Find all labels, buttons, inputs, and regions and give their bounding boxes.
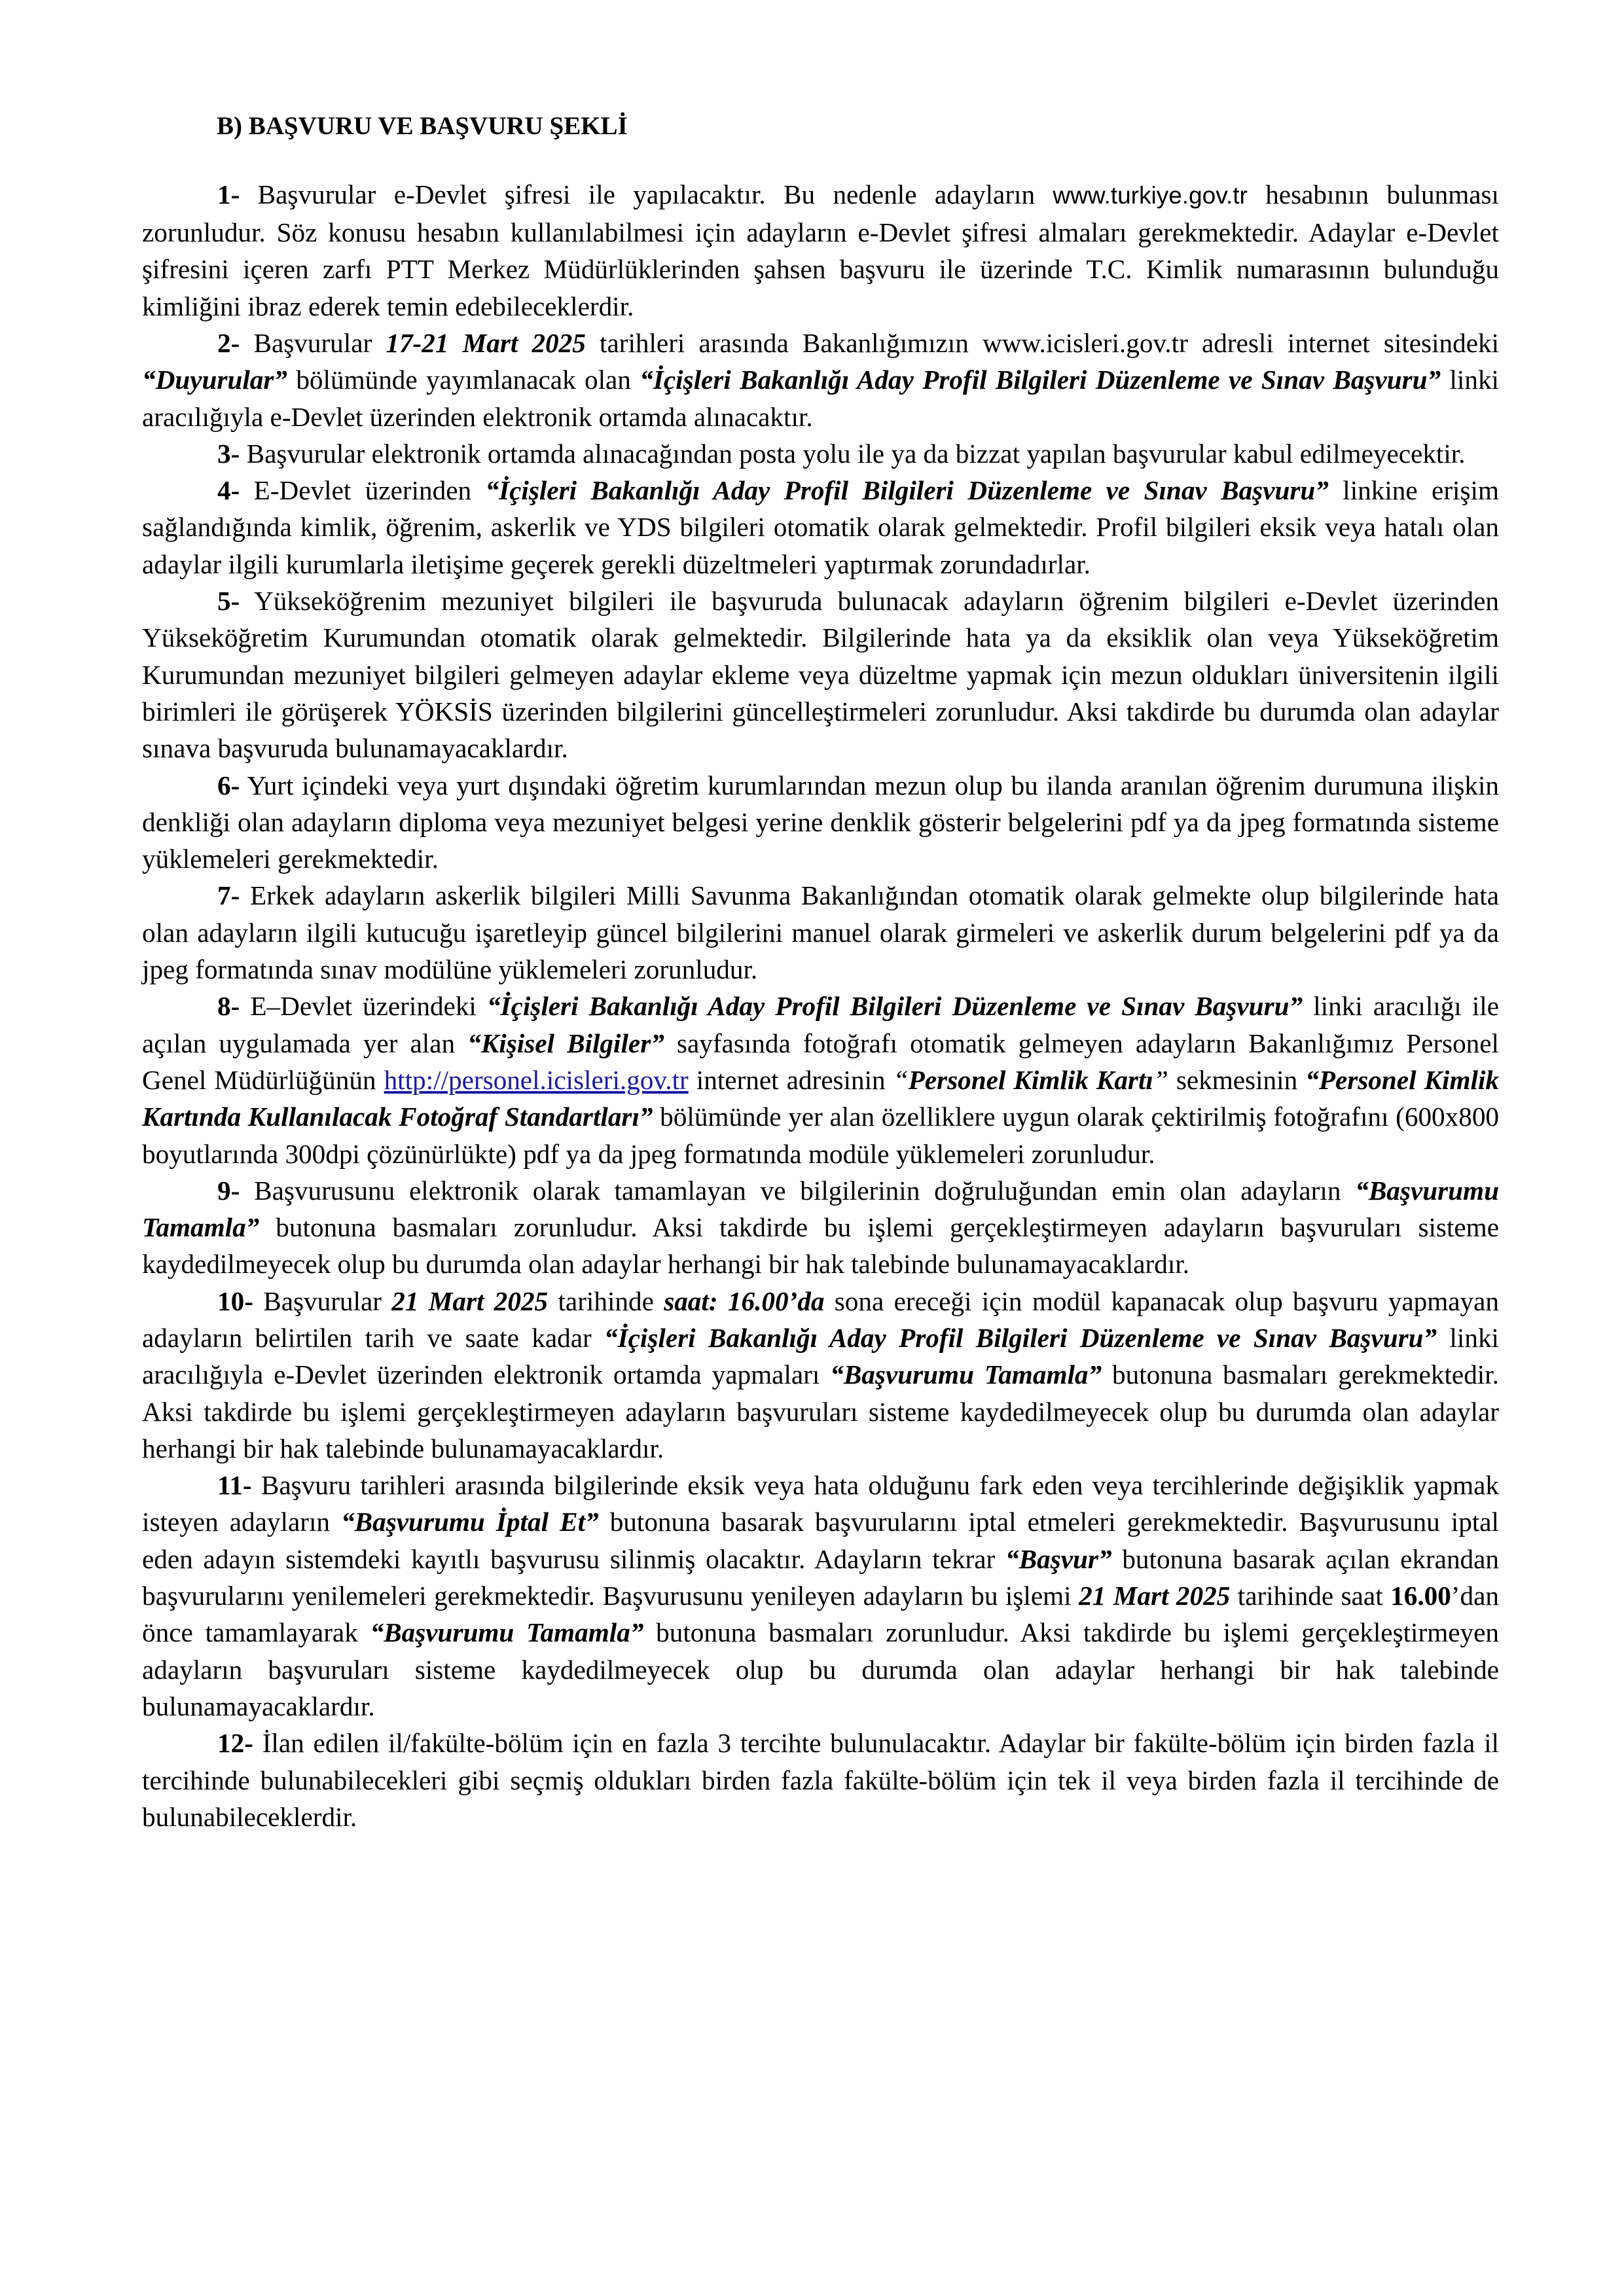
- paragraph-text-segment: tarihinde saat: [1230, 1581, 1391, 1611]
- paragraph-text-segment: sayfasında fotoğrafı otomatik gelmeyen adayların Bakanlığımız Personel Genel Müdürlüğünün: [142, 1028, 1500, 1095]
- numbered-paragraph: [142, 1283, 1499, 1467]
- paragraph-text-segment: tarihleri arasında Bakanlığımızın www.icisleri.gov.tr adresli internet sitesindeki: [585, 327, 1500, 358]
- numbered-paragraph: [142, 877, 1499, 988]
- paragraph-number: 5-: [217, 586, 240, 617]
- paragraph-text-segment: Başvurular elektronik ortamda alınacağından posta yolu ile ya da bizzat yapılan başvurular kabul edilmeyecektir.: [240, 438, 1466, 469]
- paragraph-text-segment: “İçişleri Bakanlığı Aday Profil Bilgileri Düzenleme ve Sınav Başvuru”: [640, 365, 1441, 395]
- paragraph-text-segment: linkine erişim sağlandığında kimlik, öğrenim, askerlik ve YDS bilgileri otomatik olarak gelmektedir. Profil bilgileri eksik veya hatalı olan adaylar ilgili kurumlarla iletişime geçerek gerekli düzeltmeleri yaptırmak zorundadırlar.: [142, 475, 1499, 579]
- paragraph-number: 9-: [217, 1175, 240, 1206]
- paragraph-text-segment: bölümünde yayımlanacak olan: [287, 365, 640, 395]
- paragraph-text-segment: ’dan önce tamamlayarak: [142, 1581, 1499, 1648]
- paragraph-text-segment: “İçişleri Bakanlığı Aday Profil Bilgileri Düzenleme ve Sınav Başvuru”: [604, 1323, 1437, 1353]
- paragraph-number: 4-: [217, 475, 240, 506]
- paragraph-number: 7-: [217, 880, 240, 911]
- paragraph-text-segment: sekmesinin: [1168, 1064, 1306, 1095]
- paragraph-number: 8-: [217, 991, 240, 1022]
- numbered-paragraph: [142, 767, 1499, 878]
- numbered-paragraph: [142, 1467, 1499, 1725]
- paragraph-text-segment: 17-21 Mart 2025: [386, 327, 586, 358]
- paragraph-text-segment: butonuna basmaları zorunludur. Aksi takdirde bu işlemi gerçekleştirmeyen adayların başvuruları sisteme kaydedilmeyecek olup bu durumda olan adaylar herhangi bir hak talebinde bulunamayacaklardır.: [142, 1617, 1499, 1721]
- paragraph-text-segment: linki aracılığıyla e-Devlet üzerinden elektronik ortamda alınacaktır.: [142, 365, 1499, 432]
- paragraph-text-segment: butonuna basarak başvurularını iptal etmeleri gerekmektedir. Başvurusunu iptal eden adayın sistemdeki kayıtlı başvurusu silinmiş olacaktır. Adayların tekrar: [142, 1507, 1499, 1574]
- paragraph-text-segment: “Personel Kimlik Kartında Kullanılacak Fotoğraf Standartları”: [142, 1064, 1500, 1132]
- paragraph-text-segment: Yurt içindeki veya yurt dışındaki öğretim kurumlarından mezun olup bu ilanda aranılan öğrenim durumuna ilişkin denkliği olan adayların diploma veya mezuniyet belgesi yerine denklik gösterir belgelerini pdf ya da jpeg formatında sisteme yüklemeleri gerekmektedir.: [142, 770, 1499, 874]
- paragraph-text-segment: Personel Kimlik Kartı: [908, 1064, 1153, 1095]
- paragraph-text-segment: Erkek adayların askerlik bilgileri Milli Savunma Bakanlığından otomatik olarak gelmekte olup bilgilerinde hata olan adayların ilgili kutucuğu işaretleyip güncel bilgilerini manuel olarak girmeleri ve askerlik durum belgelerini pdf ya da jpeg formatında sınav modülüne yüklemeleri zorunludur.: [142, 880, 1499, 985]
- paragraph-text-segment: E–Devlet üzerindeki: [240, 991, 487, 1022]
- paragraph-text-segment: “İçişleri Bakanlığı Aday Profil Bilgileri Düzenleme ve Sınav Başvuru”: [485, 475, 1329, 506]
- paragraph-text-segment: “İçişleri Bakanlığı Aday Profil Bilgileri Düzenleme ve Sınav Başvuru”: [486, 991, 1303, 1022]
- paragraph-text-segment: “Başvurumu Tamamla”: [142, 1175, 1499, 1243]
- paragraph-text-segment: butonuna basmaları gerekmektedir. Aksi takdirde bu işlemi gerçekleştirmeyen adayların başvuruları sisteme kaydedilmeyecek olup bu durumda olan adaylar herhangi bir hak talebinde bulunamayacaklardır.: [142, 1359, 1499, 1463]
- paragraph-number: 11-: [217, 1470, 252, 1501]
- paragraph-text-segment: internet adresinin: [688, 1064, 893, 1095]
- paragraph-number: 6-: [217, 770, 240, 800]
- paragraph-text-segment: butonuna basmaları zorunludur. Aksi takdirde bu işlemi gerçekleştirmeyen adayların başvuruları sisteme kaydedilmeyecek olup bu durumda olan adaylar herhangi bir hak talebinde bulunamayacaklardır.: [142, 1212, 1499, 1280]
- paragraph-text-segment: “: [893, 1064, 909, 1095]
- section-heading: B) BAŞVURU VE BAŞVURU ŞEKLİ: [217, 112, 628, 140]
- paragraph-text-segment: Başvuru tarihleri arasında bilgilerinde eksik veya hata olduğunu fark eden veya tercihlerinde değişiklik yapmak isteyen adayların: [142, 1470, 1499, 1537]
- paragraph-text-segment: Başvurular e-Devlet şifresi ile yapılacaktır. Bu nedenle adayların: [240, 179, 1053, 209]
- paragraph-text-segment: butonuna basarak açılan ekrandan başvurularını yenilemeleri gerekmektedir. Başvurusunu yenileyen adayların bu işlemi: [142, 1543, 1499, 1611]
- paragraph-number: 1-: [217, 179, 240, 209]
- numbered-paragraph: [142, 176, 1499, 325]
- personnel-website-link[interactable]: http://personel.icisleri.gov.tr: [384, 1064, 689, 1095]
- paragraph-text-segment: “Kişisel Bilgiler”: [467, 1028, 664, 1058]
- paragraph-text-segment: “Duyurular”: [142, 365, 288, 395]
- paragraph-number: 2-: [217, 327, 240, 358]
- paragraph-text-segment: bölümünde yer alan özelliklere uygun olarak çektirilmiş fotoğrafını (600x800 boyutlarında 300dpi çözünürlükte) pdf ya da jpeg formatında modüle yüklemeleri zorunludur.: [142, 1102, 1500, 1169]
- paragraph-text-segment: www.turkiye.gov.tr: [1053, 181, 1248, 209]
- paragraph-text-segment: “Başvurumu İptal Et”: [341, 1507, 599, 1537]
- paragraph-text-segment: ”: [1153, 1064, 1168, 1095]
- paragraph-number: 10-: [217, 1285, 253, 1316]
- paragraph-text-segment: Başvurular: [240, 327, 386, 358]
- paragraph-text-segment: “Başvur”: [1005, 1543, 1112, 1574]
- paragraph-text-segment: E-Devlet üzerinden: [240, 475, 486, 506]
- paragraph-text-segment: linki aracılığıyla e-Devlet üzerinden elektronik ortamda yapmaları: [142, 1323, 1499, 1390]
- paragraph-text-segment: linki aracılığı ile açılan uygulamada yer alan: [142, 991, 1500, 1058]
- paragraph-text-segment: 21 Mart 2025: [1079, 1581, 1231, 1611]
- numbered-paragraph: [142, 325, 1499, 435]
- numbered-paragraph: [142, 583, 1499, 766]
- numbered-paragraph: [142, 435, 1499, 472]
- paragraph-text-segment: hesabının bulunması zorunludur. Söz konusu hesabın kullanılabilmesi için adayların e-Devlet şifresi almaları gerekmektedir. Adaylar e-Devlet şifresini içeren zarfı PTT Merkez Müdürlüklerinden şahsen başvuru ile üzerinde T.C. Kimlik numarasının bulunduğu kimliğini ibraz ederek temin edebileceklerdir.: [142, 179, 1499, 321]
- numbered-paragraph-list: [142, 176, 1499, 1835]
- paragraph-number: 12-: [217, 1728, 253, 1759]
- paragraph-text-segment: 16.00: [1390, 1581, 1451, 1611]
- numbered-paragraph: [142, 1172, 1499, 1283]
- paragraph-text-segment: Yükseköğrenim mezuniyet bilgileri ile başvuruda bulunacak adayların öğrenim bilgileri e-Devlet üzerinden Yükseköğretim Kurumundan otomatik olarak gelmektedir. Bilgilerinde hata ya da eksiklik olan veya Yükseköğretim Kurumundan mezuniyet bilgileri gelmeyen adaylar ekleme veya düzeltme yapmak için mezun oldukları üniversitenin ilgili birimleri ile görüşerek YÖKSİS üzerinden bilgilerini güncelleştirmeleri zorunludur. Aksi takdirde bu durumda olan adaylar sınava başvuruda bulunamayacaklardır.: [142, 586, 1499, 764]
- paragraph-text-segment: sona ereceği için modül kapanacak olup başvuru yapmayan adayların belirtilen tarih ve saate kadar: [142, 1285, 1500, 1353]
- paragraph-text-segment: tarihinde: [548, 1285, 664, 1316]
- numbered-paragraph: [142, 988, 1499, 1172]
- paragraph-text-segment: Başvurusunu elektronik olarak tamamlayan ve bilgilerinin doğruluğundan emin olan adayların: [240, 1175, 1356, 1206]
- paragraph-text-segment: saat: 16.00’da: [664, 1285, 825, 1316]
- numbered-paragraph: [142, 1725, 1499, 1835]
- paragraph-number: 3-: [217, 438, 240, 469]
- numbered-paragraph: [142, 472, 1499, 583]
- paragraph-text-segment: “Başvurumu Tamamla”: [370, 1617, 644, 1648]
- paragraph-text-segment: İlan edilen il/fakülte-bölüm için en fazla 3 tercihte bulunulacaktır. Adaylar bir fakülte-bölüm için birden fazla il tercihinde bulunabilecekleri gibi seçmiş oldukları birden fazla fakülte-bölüm için tek il veya birden fazla il tercihinde de bulunabileceklerdir.: [142, 1728, 1499, 1832]
- paragraph-text-segment: “Başvurumu Tamamla”: [830, 1359, 1102, 1390]
- paragraph-text-segment: Başvurular: [253, 1285, 392, 1316]
- paragraph-text-segment: 21 Mart 2025: [391, 1285, 549, 1316]
